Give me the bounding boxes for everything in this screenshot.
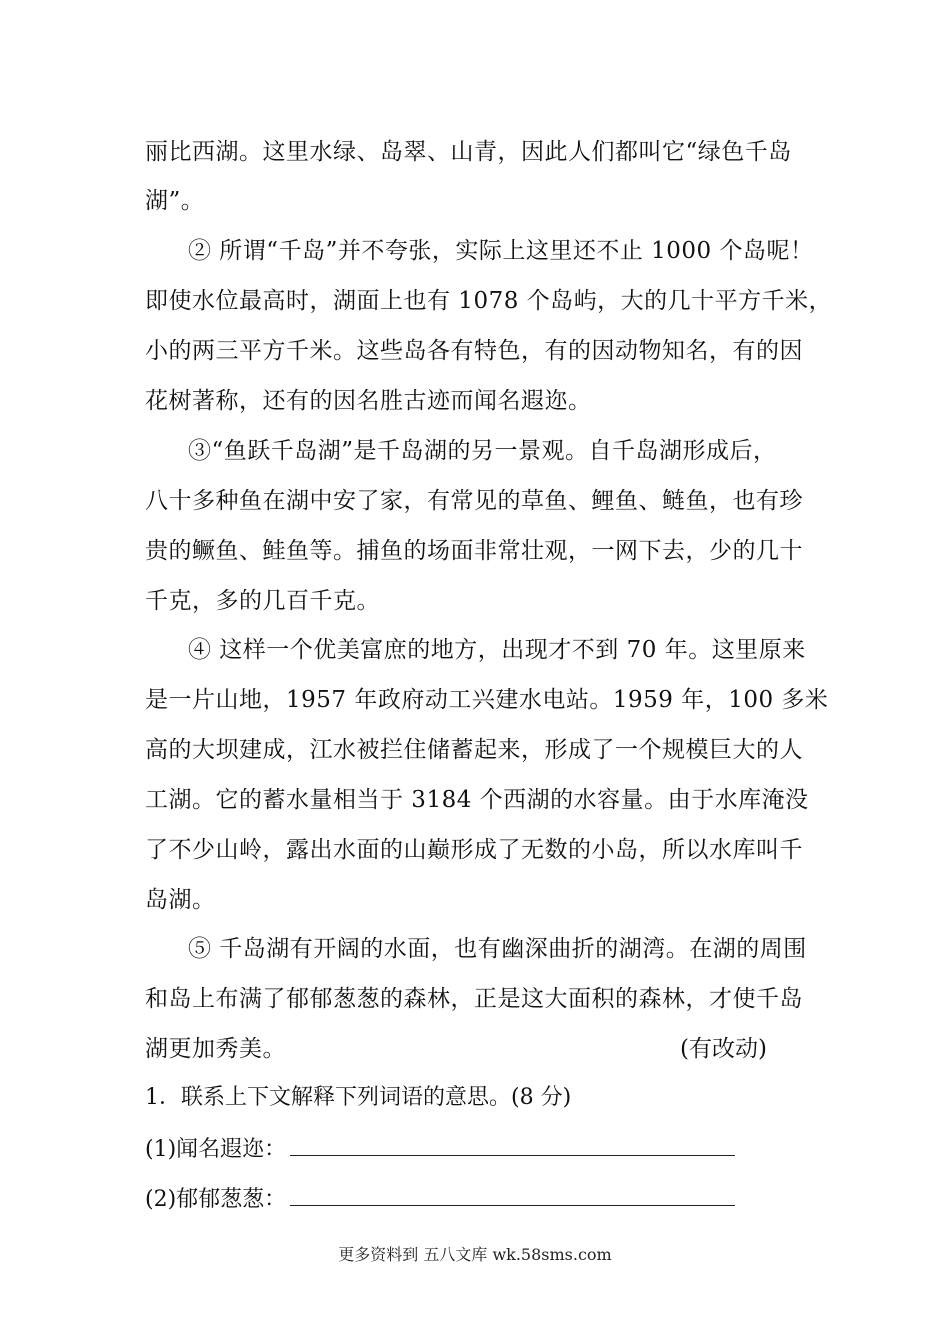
passage-line: 八十多种鱼在湖中安了家，有常见的草鱼、鲤鱼、鲢鱼，也有珍 bbox=[145, 488, 803, 514]
passage-line: ⑤ 千岛湖有开阔的水面，也有幽深曲折的湖湾。在湖的周围 bbox=[188, 936, 807, 962]
answer-blank[interactable] bbox=[290, 1183, 735, 1206]
passage-line: 了不少山岭，露出水面的山巅形成了无数的小岛，所以水库叫千 bbox=[145, 837, 803, 863]
answer-blank[interactable] bbox=[290, 1133, 735, 1156]
passage-line: 湖”。 bbox=[145, 188, 205, 214]
passage-line: ④ 这样一个优美富庶的地方，出现才不到 70 年。这里原来 bbox=[188, 637, 806, 663]
question-item bbox=[145, 1183, 735, 1215]
passage-line: 即使水位最高时，湖面上也有 1078 个岛屿，大的几十平方千米， bbox=[145, 288, 833, 314]
footer-watermark: 更多资料到 五八文库 wk.58sms.com bbox=[338, 1245, 612, 1264]
passage-line: 贵的鳜鱼、鲑鱼等。捕鱼的场面非常壮观，一网下去，少的几十 bbox=[145, 538, 803, 564]
question-item bbox=[145, 1133, 735, 1165]
passage-line: 小的两三平方千米。这些岛各有特色，有的因动物知名，有的因 bbox=[145, 338, 803, 364]
passage-line: ② 所谓“千岛”并不夸张，实际上这里还不止 1000 个岛呢！ bbox=[188, 238, 814, 264]
passage-line: 岛湖。 bbox=[145, 887, 216, 913]
passage-line: 高的大坝建成，江水被拦住储蓄起来，形成了一个规模巨大的人 bbox=[145, 737, 803, 763]
source-note: (有改动) bbox=[680, 1036, 767, 1062]
question-title: 1．联系上下文解释下列词语的意思。(8 分) bbox=[145, 1085, 572, 1110]
passage-line: ③“鱼跃千岛湖”是千岛湖的另一景观。自千岛湖形成后， bbox=[188, 438, 777, 464]
passage-line: 千克，多的几百千克。 bbox=[145, 588, 380, 614]
passage-line: 和岛上布满了郁郁葱葱的森林，正是这大面积的森林，才使千岛 bbox=[145, 986, 803, 1012]
question-item-label: (2)郁郁葱葱： bbox=[145, 1187, 287, 1212]
passage-line: 工湖。它的蓄水量相当于 3184 个西湖的水容量。由于水库淹没 bbox=[145, 787, 809, 813]
passage-line: 是一片山地，1957 年政府动工兴建水电站。1959 年，100 多米 bbox=[145, 687, 829, 713]
passage-line: 湖更加秀美。 bbox=[145, 1036, 286, 1062]
question-item-label: (1)闻名遐迩： bbox=[145, 1137, 287, 1162]
passage-line: 丽比西湖。这里水绿、岛翠、山青，因此人们都叫它“绿色千岛 bbox=[145, 139, 792, 165]
passage-line: 花树著称，还有的因名胜古迹而闻名遐迩。 bbox=[145, 388, 592, 414]
